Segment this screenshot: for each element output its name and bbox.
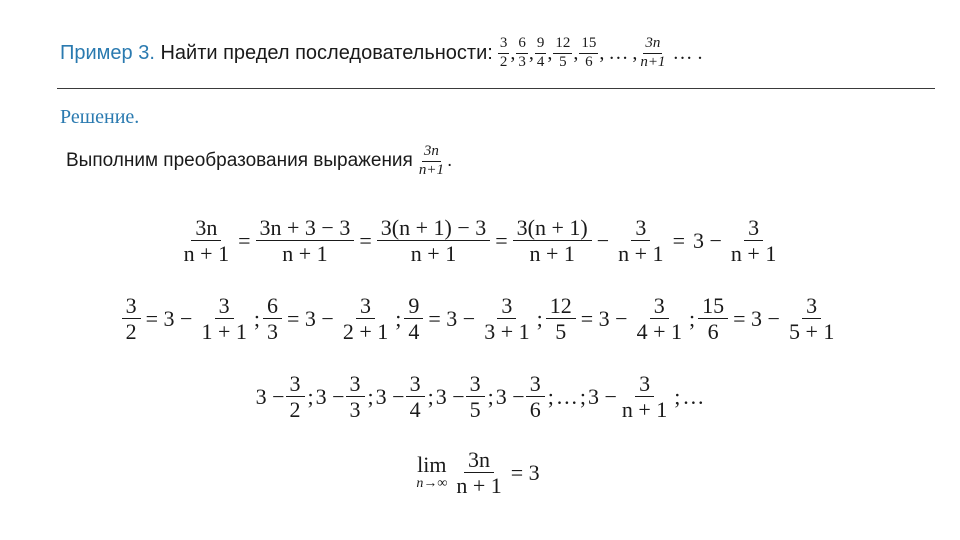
sequence-rewrite-line bbox=[0, 372, 960, 421]
line1-frac-3: $\frac{3(n + 1) - 3}{n + 1}$ bbox=[377, 216, 490, 265]
seq-general-term: $\frac{3n}{n+1}$ bbox=[640, 35, 666, 70]
line2-term4-right: $\frac{3}{4 + 1}$ bbox=[636, 293, 682, 345]
intro-period: . bbox=[446, 150, 453, 172]
limit-fraction: $\frac{3n}{n + 1}$ bbox=[456, 447, 502, 499]
line2-term5-right: $\frac{3}{5 + 1}$ bbox=[788, 293, 835, 345]
line3-frac-general: $\frac{3}{n + 1}$ bbox=[621, 371, 668, 423]
line3-frac-4: $\frac{3}{5}$ bbox=[466, 372, 485, 421]
line1-op-2: = bbox=[359, 227, 372, 253]
line2-term3-right: $\frac{3}{3 + 1}$ bbox=[484, 293, 530, 345]
line2-term2-right: $\frac{3}{2 + 1}$ bbox=[342, 293, 389, 345]
line1-op-4: − bbox=[596, 227, 610, 253]
line1-frac-1: $\frac{3n}{n + 1}$ bbox=[183, 215, 230, 267]
line3-sep-5: ; bbox=[547, 383, 554, 409]
line1-frac-5: $\frac{3}{n + 1}$ bbox=[618, 215, 664, 267]
example-label: Пример 3. bbox=[60, 41, 155, 64]
intro-text: Выполним преобразования выражения bbox=[66, 150, 413, 172]
line2-term1-right: $\frac{3}{1 + 1}$ bbox=[201, 293, 247, 345]
substitution-line bbox=[0, 294, 960, 343]
line1-op-1: = bbox=[238, 227, 251, 253]
line3-sep-1: ; bbox=[307, 383, 314, 409]
line2-term2-left: $\frac{6}{3}$ bbox=[263, 294, 282, 343]
line3-frac-3: $\frac{3}{4}$ bbox=[406, 372, 425, 421]
transformation-line bbox=[0, 216, 960, 265]
line3-sep-6: ; bbox=[579, 383, 586, 409]
seq-trailing: … . bbox=[672, 41, 703, 64]
seq-term-2: $\frac{6}{3}$ bbox=[518, 35, 526, 70]
line3-frac-2: $\frac{3}{3}$ bbox=[346, 372, 365, 421]
line3-prefix-2: 3 − bbox=[315, 383, 345, 409]
example-title bbox=[60, 36, 702, 71]
line3-ellipsis-2: … bbox=[682, 383, 705, 409]
task-text: Найти предел последовательности: bbox=[160, 41, 493, 64]
line3-sep-3: ; bbox=[427, 383, 434, 409]
line2-sep-3: ; bbox=[536, 305, 543, 331]
line3-prefix-5: 3 − bbox=[495, 383, 525, 409]
line2-sep-2: ; bbox=[395, 305, 402, 331]
line1-frac-2: $\frac{3n + 3 - 3}{n + 1}$ bbox=[256, 216, 355, 265]
line2-term5-left: $\frac{15}{6}$ bbox=[698, 294, 728, 343]
limit-result: = 3 bbox=[510, 459, 540, 485]
line3-prefix-6: 3 − bbox=[587, 383, 617, 409]
intro-expression: $\frac{3n}{n+1}$ bbox=[418, 143, 444, 178]
line2-mid-4: = 3 − bbox=[580, 305, 628, 331]
seq-term-1: $\frac{3}{2}$ bbox=[499, 35, 508, 70]
line3-sep-2: ; bbox=[367, 383, 374, 409]
intro-line bbox=[66, 144, 452, 179]
limit-operator: lim n→∞ bbox=[416, 451, 448, 491]
line3-sep-4: ; bbox=[487, 383, 494, 409]
line1-op-6: 3 − bbox=[692, 227, 722, 253]
seq-term-3: $\frac{9}{4}$ bbox=[536, 35, 545, 70]
line1-op-3: = bbox=[495, 227, 508, 253]
line2-sep-4: ; bbox=[689, 305, 696, 331]
line1-op-5: = bbox=[672, 227, 685, 253]
line3-prefix-4: 3 − bbox=[435, 383, 465, 409]
seq-term-5: $\frac{15}{6}$ bbox=[581, 35, 597, 70]
line2-mid-1: = 3 − bbox=[145, 305, 193, 331]
line3-frac-1: $\frac{3}{2}$ bbox=[286, 372, 305, 421]
line2-term1-left: $\frac{3}{2}$ bbox=[122, 294, 141, 343]
line3-prefix-1: 3 − bbox=[255, 383, 285, 409]
line1-frac-4: $\frac{3(n + 1)}{n + 1}$ bbox=[513, 216, 592, 265]
line1-frac-6: $\frac{3}{n + 1}$ bbox=[730, 215, 777, 267]
limit-line bbox=[0, 448, 960, 497]
line2-mid-5: = 3 − bbox=[733, 305, 780, 331]
line3-frac-5: $\frac{3}{6}$ bbox=[526, 372, 545, 421]
line3-ellipsis-1: … bbox=[555, 383, 578, 409]
line3-sep-7: ; bbox=[674, 383, 681, 409]
line2-sep-1: ; bbox=[253, 305, 260, 331]
seq-ellipsis: … bbox=[608, 41, 629, 64]
line2-mid-3: = 3 − bbox=[428, 305, 476, 331]
divider bbox=[57, 88, 935, 89]
sequence: $\frac{3}{2}$ , $\frac{6}{3}$ , $\frac{9}{4}$ , $\frac{12}{5}$ , $\frac{15}{6}$ , … , $\frac{3n}{n+1}$ … . bbox=[499, 35, 703, 70]
solution-label: Решение. bbox=[60, 106, 140, 128]
line2-mid-2: = 3 − bbox=[287, 305, 334, 331]
line3-prefix-3: 3 − bbox=[375, 383, 405, 409]
line2-term4-left: $\frac{12}{5}$ bbox=[546, 294, 576, 343]
seq-term-4: $\frac{12}{5}$ bbox=[555, 35, 571, 70]
line2-term3-left: $\frac{9}{4}$ bbox=[404, 294, 423, 343]
